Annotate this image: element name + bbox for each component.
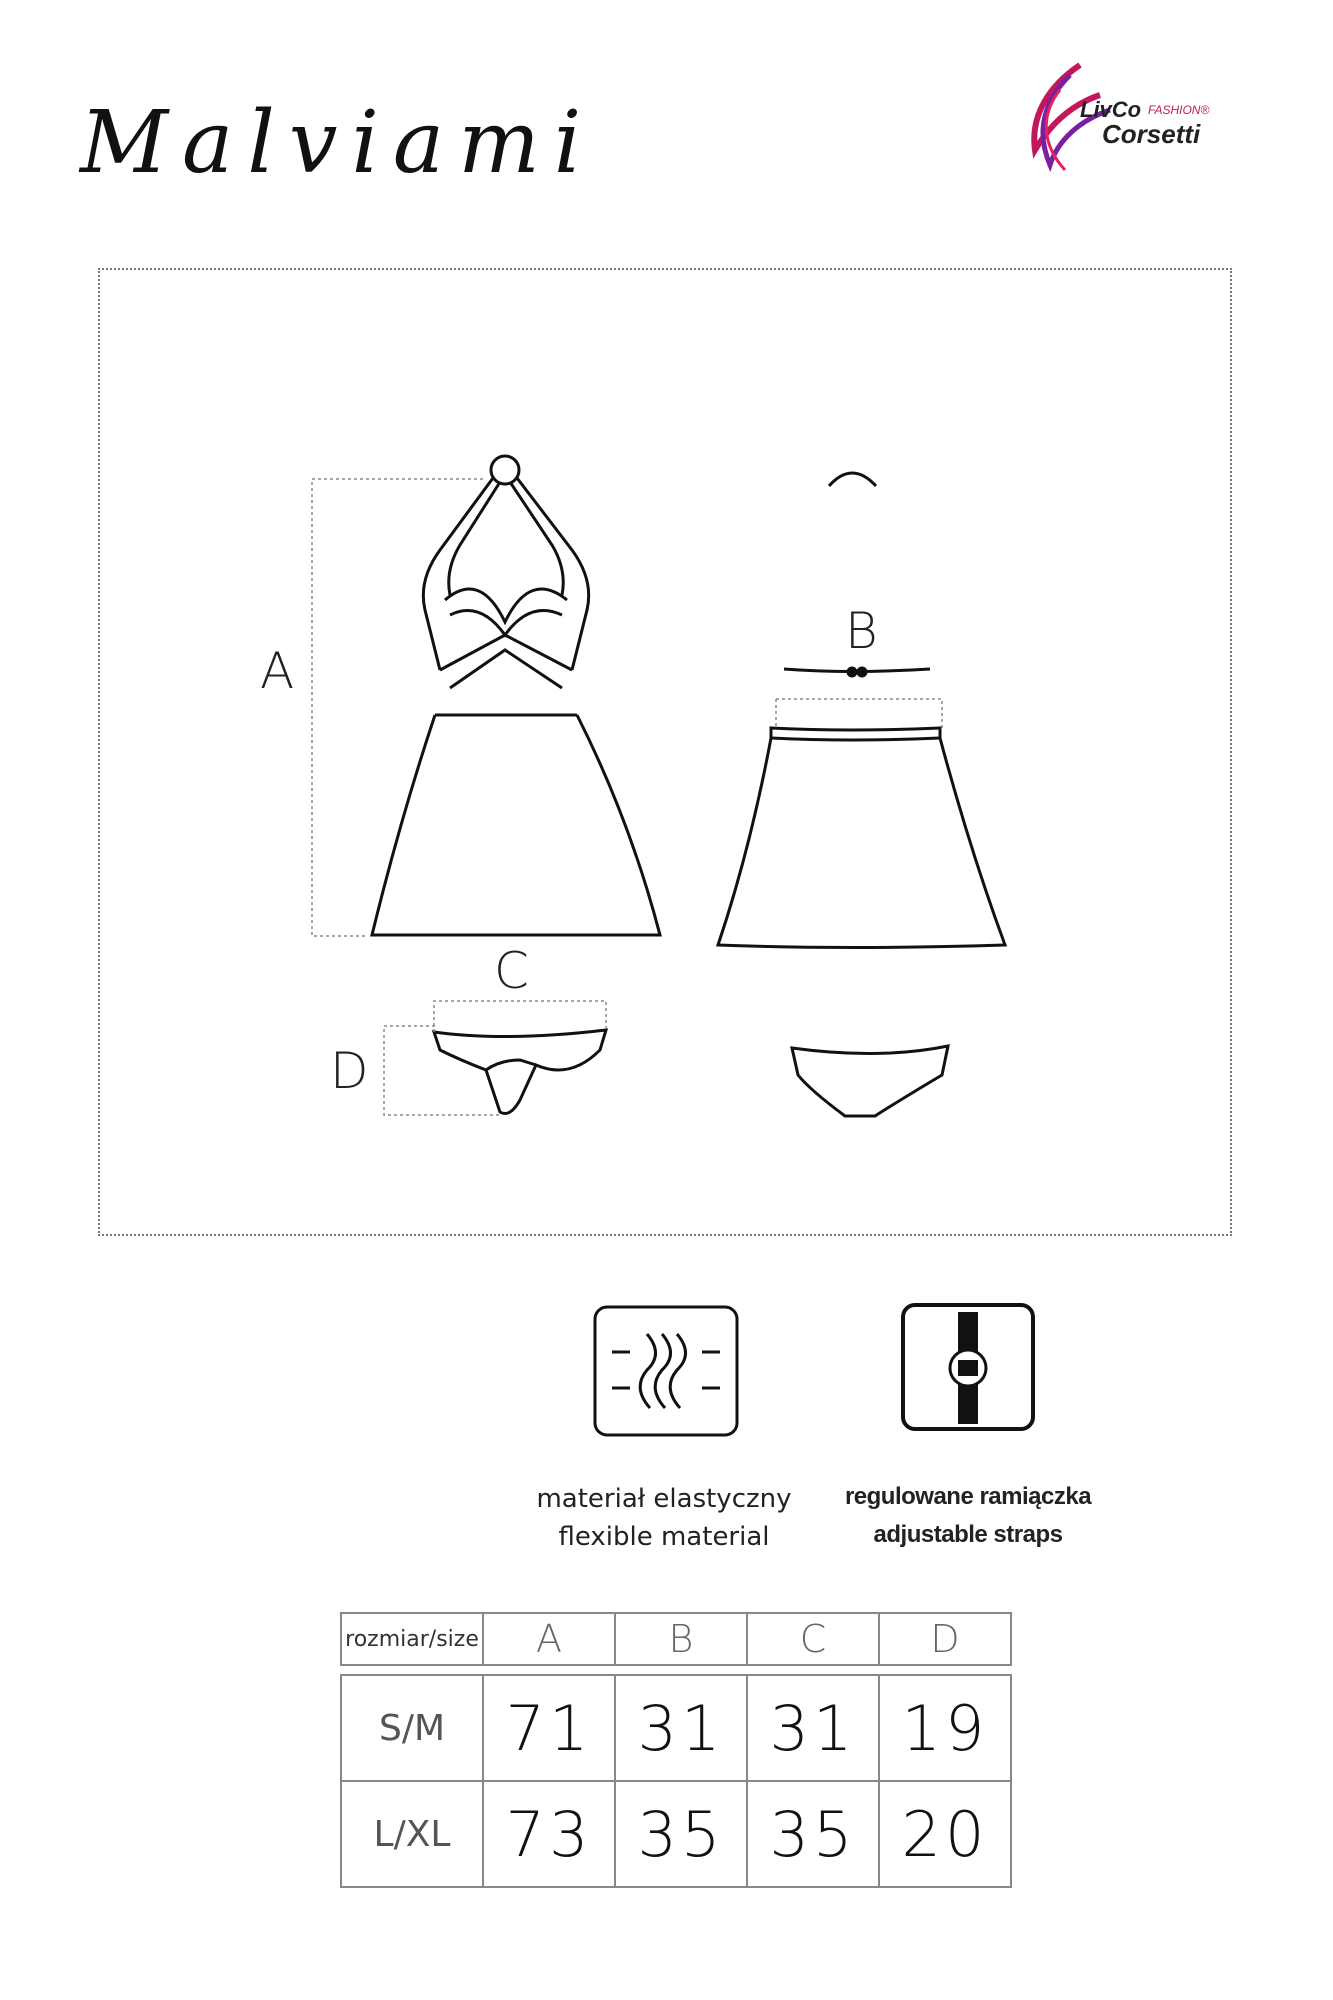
dimension-label-c: C <box>494 942 529 1000</box>
header-b: B <box>615 1613 747 1665</box>
size-value: 31 <box>615 1675 747 1781</box>
feature-straps-pl: regulowane ramiączka <box>844 1483 1092 1510</box>
feature-flexible-pl: materiał elastyczny <box>536 1484 792 1514</box>
size-row-lxl <box>341 1781 1011 1887</box>
feature-flexible-en: flexible material <box>558 1522 770 1552</box>
garment-diagram-frame <box>98 268 1232 1236</box>
stretch-icon <box>592 1304 740 1442</box>
brief-back-drawing <box>792 1046 948 1116</box>
chemise-back-drawing <box>718 473 1005 948</box>
chemise-front-drawing <box>372 456 660 935</box>
strap-buckle-icon <box>900 1302 1036 1436</box>
brief-front-drawing <box>434 1030 606 1114</box>
size-table <box>340 1612 1012 1888</box>
measurement-guides <box>312 479 942 1115</box>
dimension-label-b: B <box>845 602 878 660</box>
size-value: 19 <box>879 1675 1011 1781</box>
size-value: 73 <box>483 1781 615 1887</box>
brand-logo <box>1010 55 1260 175</box>
brand-name-corsetti: Corsetti <box>1102 119 1201 149</box>
header-d: D <box>879 1613 1011 1665</box>
feature-straps-en: adjustable straps <box>873 1521 1063 1548</box>
header-a: A <box>483 1613 615 1665</box>
header-c: C <box>747 1613 879 1665</box>
size-value: 71 <box>483 1675 615 1781</box>
brand-fashion: FASHION® <box>1148 103 1210 117</box>
dimension-label-a: A <box>260 642 295 700</box>
size-value: 31 <box>747 1675 879 1781</box>
size-value: 35 <box>615 1781 747 1887</box>
brand-name-livco: LivCo <box>1080 97 1142 122</box>
size-row-sm <box>341 1675 1011 1781</box>
size-label: S/M <box>341 1675 483 1781</box>
size-value: 35 <box>747 1781 879 1887</box>
size-label: L/XL <box>341 1781 483 1887</box>
garment-diagram <box>100 270 1230 1234</box>
product-title: Malviami <box>80 93 596 193</box>
size-table-header <box>341 1613 1011 1665</box>
header-size: rozmiar/size <box>341 1613 483 1665</box>
size-value: 20 <box>879 1781 1011 1887</box>
dimension-label-d: D <box>330 1042 369 1100</box>
feature-flexible-material <box>504 1480 824 1556</box>
feature-adjustable-straps <box>808 1478 1128 1554</box>
